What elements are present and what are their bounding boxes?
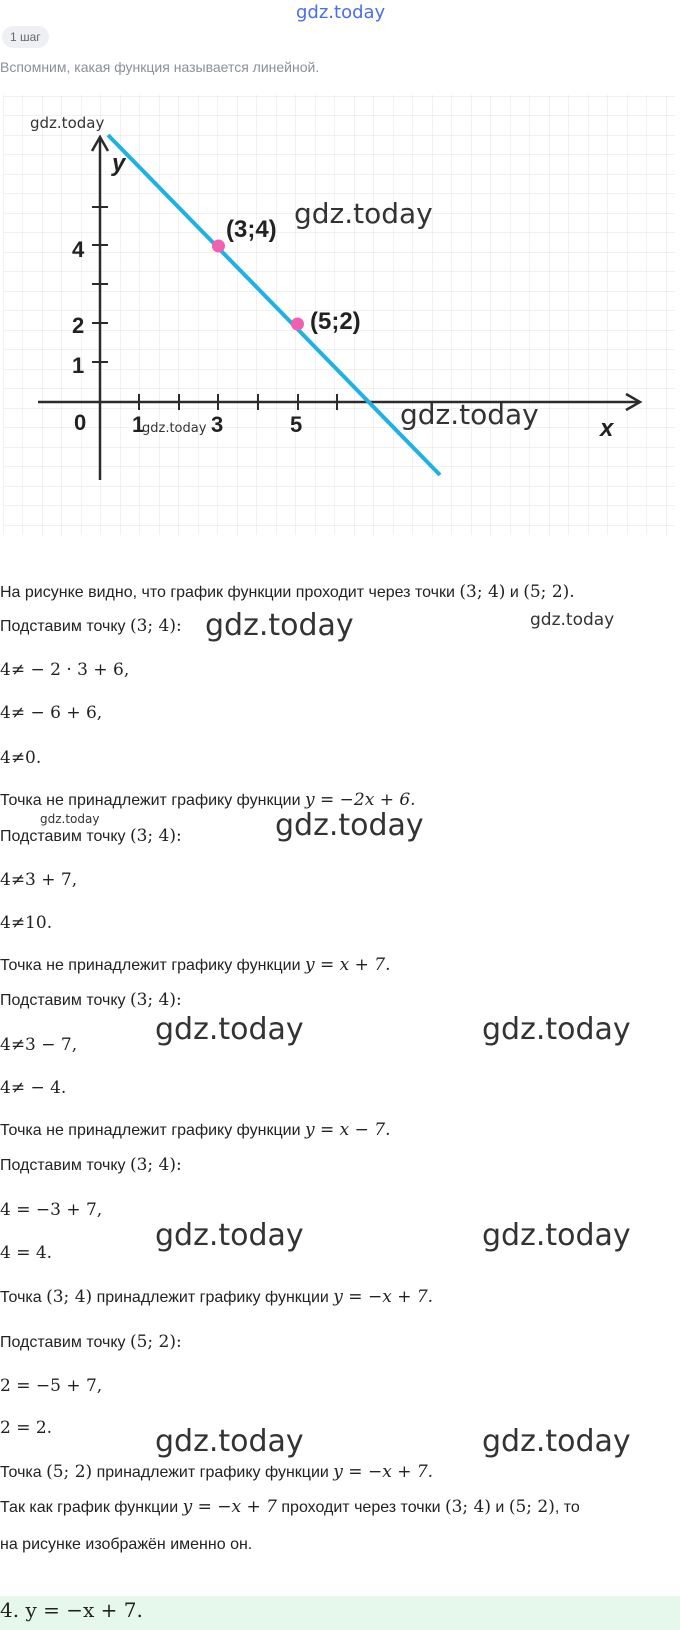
- point-label-5-2: (5;2): [310, 308, 361, 335]
- origin-label: 0: [74, 410, 87, 435]
- substitute-line: Подставим точку (3; 4):: [0, 616, 182, 636]
- substitute-line: Подставим точку (3; 4):: [0, 990, 182, 1010]
- substitute-line: Подставим точку (3; 4):: [0, 826, 182, 846]
- conclusion-line: Точка не принадлежит графику функции y = x − 7.: [0, 1120, 391, 1140]
- equation-line: 4≠ − 2 · 3 + 6,: [0, 660, 130, 680]
- watermark: gdz.today: [155, 1012, 304, 1047]
- equation-line: 2 = −5 + 7,: [0, 1376, 103, 1396]
- equation-line: 2 = 2.: [0, 1418, 53, 1438]
- watermark: gdz.today: [400, 398, 539, 431]
- watermark: gdz.today: [205, 608, 354, 643]
- x-tick-label-3: 3: [211, 412, 224, 437]
- equation-line: 4≠10.: [0, 913, 53, 933]
- watermark: gdz.today: [482, 1218, 631, 1253]
- watermark: gdz.today: [155, 1424, 304, 1459]
- substitute-line: Подставим точку (3; 4):: [0, 1155, 182, 1175]
- conclusion-line: Точка не принадлежит графику функции y = x + 7.: [0, 955, 391, 975]
- conclusion-line: Точка (5; 2) принадлежит графику функции y = −x + 7.: [0, 1462, 434, 1482]
- watermark: gdz.today: [142, 421, 207, 436]
- x-tick-label-1: 1: [132, 412, 145, 437]
- watermark: gdz.today: [30, 114, 105, 132]
- answer-row: [0, 1596, 680, 1630]
- point-3-4: [212, 240, 225, 253]
- site-logo[interactable]: gdz.today: [296, 2, 386, 23]
- watermark: gdz.today: [40, 812, 100, 826]
- final-conclusion: Так как график функции y = −x + 7 проходит через точки (3; 4) и (5; 2), то: [0, 1497, 580, 1517]
- point-label-3-4: (3;4): [226, 216, 277, 243]
- watermark: gdz.today: [482, 1424, 631, 1459]
- equation-line: 4≠ − 6 + 6,: [0, 703, 103, 723]
- watermark: gdz.today: [482, 1012, 631, 1047]
- y-tick-label-4: 4: [72, 237, 85, 262]
- equation-line: 4 = 4.: [0, 1243, 53, 1263]
- step-intro-text: Вспомним, какая функция называется линейной.: [0, 59, 320, 75]
- point-5-2: [291, 318, 304, 331]
- solution-intro: На рисунке видно, что график функции проходит через точки (3; 4) и (5; 2).: [0, 582, 575, 602]
- step-badge: 1 шаг: [2, 26, 49, 48]
- equation-line: 4 = −3 + 7,: [0, 1200, 103, 1220]
- y-axis-label: y: [112, 150, 126, 177]
- watermark: gdz.today: [530, 610, 615, 630]
- equation-line: 4≠0.: [0, 748, 42, 768]
- equation-line: 4≠ − 4.: [0, 1078, 67, 1098]
- final-conclusion-line-2: на рисунке изображён именно он.: [0, 1536, 253, 1553]
- y-tick-label-1: 1: [72, 353, 85, 378]
- equation-line: 4≠3 − 7,: [0, 1035, 78, 1055]
- conclusion-line: Точка (3; 4) принадлежит графику функции y = −x + 7.: [0, 1287, 434, 1307]
- watermark: gdz.today: [294, 197, 433, 230]
- answer-text: 4. y = −x + 7.: [0, 1598, 143, 1622]
- y-tick-label-2: 2: [72, 313, 85, 338]
- conclusion-line: Точка не принадлежит графику функции y = −2x + 6.: [0, 790, 416, 810]
- x-axis-label: x: [600, 415, 614, 442]
- watermark: gdz.today: [275, 808, 424, 843]
- x-tick-label-5: 5: [290, 412, 303, 437]
- equation-line: 4≠3 + 7,: [0, 870, 78, 890]
- substitute-line: Подставим точку (5; 2):: [0, 1332, 182, 1352]
- graph-figure: [0, 95, 680, 540]
- watermark: gdz.today: [155, 1218, 304, 1253]
